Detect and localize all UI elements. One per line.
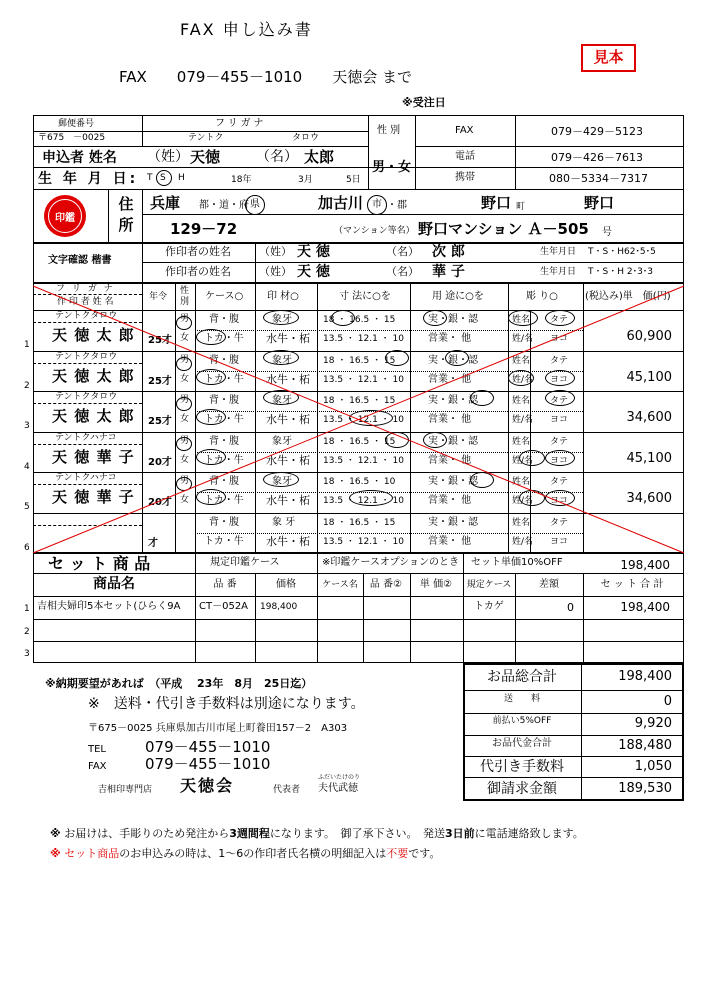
- maker-dob-label: 生年月日: [540, 267, 577, 277]
- row-material-2: 水牛・柘: [266, 332, 310, 345]
- total-value: 0: [663, 693, 672, 709]
- footer-mark: ※: [50, 847, 61, 860]
- row-gender-male: 男: [180, 476, 190, 486]
- row-age: 20才: [148, 497, 172, 508]
- row-furigana: テントクタロウ: [55, 392, 118, 402]
- row-material-1: 象牙: [272, 354, 292, 366]
- row-carve-2a: 姓/名: [512, 415, 534, 425]
- col-age: 年令: [149, 292, 168, 302]
- row-price: 60,900: [626, 329, 672, 344]
- row-gender-male: 男: [180, 314, 190, 324]
- row-number: 2: [24, 380, 30, 391]
- row-name: 天 徳 華 子: [52, 447, 135, 466]
- tel-label: 電話: [455, 151, 475, 162]
- shop-name: 天徳会: [180, 776, 235, 795]
- applicant-mei: 太郎: [304, 148, 335, 166]
- row-material-2: 水牛・柘: [266, 372, 310, 386]
- row-case-1: 背・腹: [209, 354, 239, 366]
- set-row-number: 3: [24, 649, 30, 659]
- total-label: 送 料: [503, 693, 541, 704]
- row-size-1: 18 ・ 16.5 ・ 15: [323, 436, 396, 447]
- row-furigana: テントクタロウ: [55, 351, 118, 362]
- mobile-label: 携帯: [455, 172, 475, 183]
- row-carve-2a: 姓/名: [512, 334, 534, 344]
- row-material-1: 象 牙: [272, 516, 296, 528]
- row-number: 4: [24, 461, 30, 472]
- row-price: 45,100: [626, 369, 672, 385]
- row-use-1: 実・銀・認: [428, 314, 478, 325]
- shop-fax: 079－455－1010: [145, 755, 271, 773]
- maker-sei-tag: （姓）: [259, 265, 292, 278]
- mei-tag: （名）: [256, 149, 298, 165]
- address-pref-suffix: 都・道・府: [199, 200, 249, 211]
- mansion-label: （マンション等名）: [334, 226, 415, 236]
- dob-label: 生 年 月 日:: [38, 171, 139, 187]
- address-town-suffix: 町: [516, 202, 526, 212]
- mobile-value: 080－5334－7317: [549, 172, 648, 185]
- grid-line: [463, 777, 684, 778]
- row-age: 才: [148, 537, 158, 549]
- receipt-date-label: ※受注日: [402, 96, 446, 109]
- row-gender-male: 男: [180, 354, 190, 365]
- grid-line: [463, 690, 684, 691]
- row-carve-1b: タテ: [550, 477, 569, 487]
- maker-mei: 次 郎: [432, 244, 465, 260]
- set-col-price: 価格: [276, 579, 296, 590]
- row-gender-female: 女: [180, 454, 190, 465]
- grid-line: [463, 735, 684, 736]
- set-row-name: 吉相夫婦印5本セット(ひらく9A: [37, 601, 181, 612]
- row-size-1: 18 ・ 16.5 ・ 15: [323, 355, 396, 366]
- row-carve-1a: 姓名: [512, 355, 531, 366]
- address-city-suffix: ・郡: [387, 200, 407, 211]
- address-town: 野口: [481, 194, 512, 212]
- row-price: 45,100: [626, 450, 672, 466]
- hanko-seal: 印鑑: [44, 195, 86, 237]
- set-row-price: 198,400: [260, 602, 298, 612]
- row-furigana: テントクハナコ: [55, 473, 117, 483]
- row-use-1: 実・銀・認: [428, 395, 478, 406]
- row-size-2: 13.5 ・ 12.1 ・ 10: [323, 455, 404, 466]
- maker-sei-tag: （姓）: [259, 245, 292, 258]
- footer-mark: ※: [50, 827, 61, 840]
- footer-red: セット商品: [60, 847, 120, 860]
- row-carve-1b: タテ: [550, 315, 569, 325]
- row-carve-1a: 姓名: [512, 436, 531, 447]
- maker-mei: 華 子: [432, 264, 465, 280]
- total-value: 189,530: [618, 781, 672, 796]
- row-carve-2b: ヨコ: [550, 374, 569, 385]
- postal-value: 〒675 －0025: [38, 133, 106, 143]
- row-use-1: 実・銀・認: [428, 476, 478, 487]
- row-material-2: 水牛・柘: [266, 494, 310, 507]
- address-banchi: 129－72: [170, 220, 238, 238]
- shop-tel: 079－455－1010: [145, 738, 271, 756]
- set-col-total: セ ッ ト 合 計: [600, 579, 664, 590]
- row-carve-1a: 姓名: [512, 396, 531, 406]
- row-size-2: 13.5 ・ 12.1 ・ 10: [323, 496, 404, 506]
- fax-value: 079－429－5123: [551, 125, 643, 138]
- form-title: FAX 申し込み書: [180, 20, 313, 39]
- applicant-sei: 天徳: [190, 148, 221, 166]
- row-size-1: 18 ・ 16.5 ・ 15: [323, 517, 396, 528]
- footer-text: です。: [408, 847, 441, 860]
- row-number: 1: [24, 340, 30, 350]
- row-age: 25才: [148, 416, 172, 427]
- row-case-2: トカ・牛: [204, 333, 244, 344]
- row-number: 6: [24, 542, 30, 553]
- col-carve: 彫 り○: [526, 291, 558, 302]
- total-value: 1,050: [634, 758, 672, 774]
- fax-label: FAX: [455, 125, 474, 136]
- set-col-case-name: ケース名: [322, 580, 358, 590]
- shop-label: 吉相印専門店: [98, 785, 153, 795]
- address-pref: 兵庫: [150, 194, 181, 212]
- footer-text: に電話連絡致します。: [474, 827, 584, 840]
- row-case-1: 背・腹: [209, 476, 239, 487]
- address-go: 号: [602, 227, 612, 238]
- col-use: 用 途に○を: [432, 291, 484, 302]
- dob-year: 18年: [231, 175, 252, 185]
- set-title: セ ッ ト 商 品: [48, 554, 151, 573]
- maker-label: 作印者の姓名: [165, 265, 231, 278]
- rep-label: 代表者: [273, 785, 301, 795]
- row-price: 34,600: [626, 491, 672, 506]
- gender-value: 男・女: [372, 160, 412, 175]
- col-name: 作 印 者 姓 名: [57, 297, 114, 307]
- row-name: 天 徳 太 郎: [52, 326, 135, 344]
- col-material: 印 材○: [267, 291, 299, 302]
- set-unit-label: セット単価10%OFF: [471, 557, 563, 568]
- row-carve-2b: ヨコ: [550, 334, 569, 344]
- row-carve-1b: タテ: [550, 436, 569, 447]
- shop-address: 〒675－0025 兵庫県加古川市尾上町養田157－2 A303: [88, 723, 348, 734]
- set-row-std-case: トカゲ: [474, 601, 504, 612]
- maker-sei: 天 徳: [297, 264, 330, 280]
- row-carve-1b: タテ: [550, 396, 569, 406]
- row-number: 5: [24, 502, 30, 512]
- col-size: 寸 法に○を: [339, 291, 391, 302]
- row-material-1: 象牙: [272, 435, 292, 447]
- grid-line: [463, 756, 684, 757]
- set-case-label: 規定印鑑ケース: [210, 557, 280, 568]
- row-size-1: 18 ・ 16.5 ・ 15: [323, 396, 396, 406]
- footer-red: 不要: [386, 847, 409, 860]
- shop-fax-label: FAX: [88, 761, 107, 772]
- row-case-1: 背・腹: [209, 314, 239, 325]
- row-size-2: 13.5 ・ 12.1 ・ 10: [323, 374, 404, 385]
- row-gender-female: 女: [180, 495, 190, 505]
- rep-ruby: ふだいたけのり: [318, 774, 361, 781]
- set-col-diff: 差額: [539, 579, 559, 590]
- row-case-2: トカ・牛: [204, 454, 244, 466]
- set-row-code: CT－052A: [199, 601, 249, 612]
- fax-destination: FAX 079－455－1010 天徳会 まで: [119, 68, 412, 86]
- set-col-price2: 単 価②: [419, 579, 453, 590]
- row-price: 34,600: [626, 410, 672, 425]
- applicant-label: 申込者 姓名: [42, 150, 117, 166]
- row-case-2: トカ・牛: [204, 495, 244, 506]
- row-use-1: 実・銀・認: [428, 435, 478, 447]
- set-col-code: 品 番: [213, 579, 237, 590]
- row-use-1: 実・銀・認: [428, 516, 478, 528]
- gender-label: 性 別: [377, 125, 401, 136]
- row-age: 25才: [148, 335, 172, 346]
- row-size-2: 13.5 ・ 12.1 ・ 10: [323, 415, 404, 425]
- row-material-1: 象牙: [272, 314, 292, 325]
- footer-bold: 3日前: [444, 827, 475, 840]
- set-col-name: 商品名: [93, 576, 135, 592]
- total-value: 9,920: [634, 716, 672, 731]
- dob-day: 5日: [346, 175, 361, 185]
- row-gender-female: 女: [180, 333, 190, 343]
- shop-tel-label: TEL: [88, 744, 106, 755]
- row-carve-2a: 姓/名: [512, 536, 534, 547]
- row-size-1: 18 ・ 16.5 ・ 10: [323, 477, 396, 487]
- address-city-circle: 市: [372, 199, 382, 210]
- maker-dob: T・S・H62･5･5: [588, 247, 656, 257]
- row-material-2: 水牛・柘: [266, 413, 310, 426]
- row-material-2: 水牛・柘: [266, 453, 310, 467]
- set-row-total: 198,400: [620, 600, 670, 614]
- shipping-note: ※ 送料・代引き手数料は別途になります。: [88, 696, 365, 712]
- row-case-2: トカ・牛: [204, 414, 244, 425]
- row-use-1: 実・銀・認: [428, 354, 478, 366]
- row-size-2: 13.5 ・ 12.1 ・ 10: [323, 536, 404, 547]
- set-col-code2: 品 番②: [369, 579, 403, 590]
- total-value: 188,480: [618, 737, 672, 753]
- row-use-2: 営業・ 他: [428, 495, 472, 506]
- row-furigana: テントクハナコ: [55, 432, 117, 443]
- address-pref-circle: 県: [250, 199, 260, 210]
- address-area: 野口: [584, 194, 615, 212]
- row-case-1: 背・腹: [209, 435, 239, 447]
- era-t: T: [147, 173, 153, 183]
- row-material-1: 象牙: [272, 476, 292, 487]
- row-carve-2a: 姓/名: [512, 496, 534, 506]
- total-label: お品総合計: [487, 668, 557, 685]
- row-carve-1b: タテ: [550, 355, 569, 366]
- set-col-std-case: 規定ケース: [466, 580, 512, 590]
- row-gender-female: 女: [180, 373, 190, 384]
- furigana-mei: タロウ: [292, 133, 320, 143]
- row-gender-male: 男: [180, 395, 190, 405]
- set-option-label: ※印鑑ケースオプションのとき: [322, 557, 459, 568]
- row-name: 天 徳 太 郎: [52, 366, 135, 385]
- footer-text: のお申込みの時は、1～6の作印者氏名横の明細記入は: [119, 847, 387, 860]
- era-h: H: [178, 173, 185, 183]
- row-furigana: テントクタロウ: [55, 311, 118, 321]
- col-case: ケース○: [205, 291, 244, 302]
- set-row-number: 2: [24, 627, 30, 637]
- row-material-1: 象牙: [272, 395, 292, 406]
- row-carve-2b: ヨコ: [550, 455, 569, 466]
- row-carve-1a: 姓名: [512, 315, 531, 325]
- row-carve-2b: ヨコ: [550, 536, 569, 547]
- total-value: 198,400: [618, 668, 672, 684]
- total-label: 御請求金額: [487, 781, 557, 797]
- set-row-number: 1: [24, 604, 30, 614]
- grid-line: [463, 713, 684, 714]
- maker-dob: T・S・H 2･3･3: [588, 267, 654, 277]
- rep-name: 夫代武徳: [318, 783, 358, 794]
- row-name: 天 徳 華 子: [52, 488, 135, 506]
- maker-label: 作印者の姓名: [165, 245, 231, 258]
- dob-month: 3月: [298, 175, 313, 185]
- col-gender: 性別: [180, 286, 190, 307]
- row-age: 20才: [148, 456, 172, 468]
- era-s: S: [160, 173, 166, 183]
- row-carve-2a: 姓/名: [512, 374, 534, 385]
- address-label: 住所: [118, 195, 134, 234]
- row-use-2: 営業・ 他: [428, 535, 472, 547]
- col-furigana: フ リ ガ ナ: [56, 284, 115, 294]
- maker-sei: 天 徳: [297, 244, 330, 260]
- sei-tag: （姓）: [147, 149, 189, 165]
- sample-stamp: 見本: [581, 44, 636, 72]
- furigana-sei: テントク: [188, 133, 224, 143]
- row-carve-2b: ヨコ: [550, 496, 569, 506]
- footer-note-2: [50, 848, 440, 859]
- check-label: 文字確認 楷書: [48, 255, 112, 266]
- row-use-2: 営業・ 他: [428, 373, 472, 385]
- row-use-2: 営業・ 他: [428, 414, 472, 425]
- set-row-diff: 0: [567, 601, 574, 614]
- row-case-1: 背・腹: [209, 516, 239, 528]
- row-number: 3: [24, 421, 30, 431]
- footer-text: お届けは、手彫りのため発注から: [60, 827, 230, 840]
- row-carve-1a: 姓名: [512, 477, 531, 487]
- row-carve-1b: タテ: [550, 517, 569, 528]
- total-label: 前払い5%OFF: [492, 716, 552, 726]
- maker-mei-tag: （名）: [386, 265, 419, 278]
- footer-note-1: [50, 828, 584, 839]
- row-gender-male: 男: [180, 435, 190, 446]
- col-price: (税込み)単 価(円): [585, 291, 671, 302]
- row-material-2: 水牛・柘: [266, 534, 310, 548]
- row-use-2: 営業・ 他: [428, 333, 472, 344]
- delivery-request: ※納期要望があれば （平成 23年 8月 25日迄）: [45, 677, 313, 690]
- row-size-2: 13.5 ・ 12.1 ・ 10: [323, 334, 404, 344]
- row-case-1: 背・腹: [209, 395, 239, 406]
- mansion-name: 野口マンション Ａ－505: [418, 220, 589, 238]
- row-gender-female: 女: [180, 414, 190, 424]
- maker-dob-label: 生年月日: [540, 247, 577, 257]
- row-case-2: トカ・牛: [204, 373, 244, 385]
- total-label: お品代金合計: [492, 737, 552, 749]
- row-carve-2b: ヨコ: [550, 415, 569, 425]
- row-size-1: 18 ・ 16.5 ・ 15: [323, 315, 396, 325]
- row-carve-2a: 姓/名: [512, 455, 534, 466]
- set-unit-value: 198,400: [620, 558, 670, 572]
- tel-value: 079－426－7613: [551, 151, 643, 164]
- address-city: 加古川: [318, 194, 364, 212]
- row-name: 天 徳 太 郎: [52, 407, 135, 425]
- maker-mei-tag: （名）: [386, 245, 419, 258]
- furigana-label: フリガナ: [215, 118, 267, 129]
- footer-bold: 3週間程: [229, 827, 270, 840]
- total-label: 代引き手数料: [480, 758, 564, 775]
- row-age: 25才: [148, 375, 172, 387]
- footer-text: になります。 御了承下さい。 発送: [269, 827, 445, 840]
- row-case-2: トカ・牛: [204, 535, 244, 547]
- postal-label: 郵便番号: [58, 119, 95, 129]
- row-use-2: 営業・ 他: [428, 454, 472, 466]
- row-carve-1a: 姓名: [512, 517, 531, 528]
